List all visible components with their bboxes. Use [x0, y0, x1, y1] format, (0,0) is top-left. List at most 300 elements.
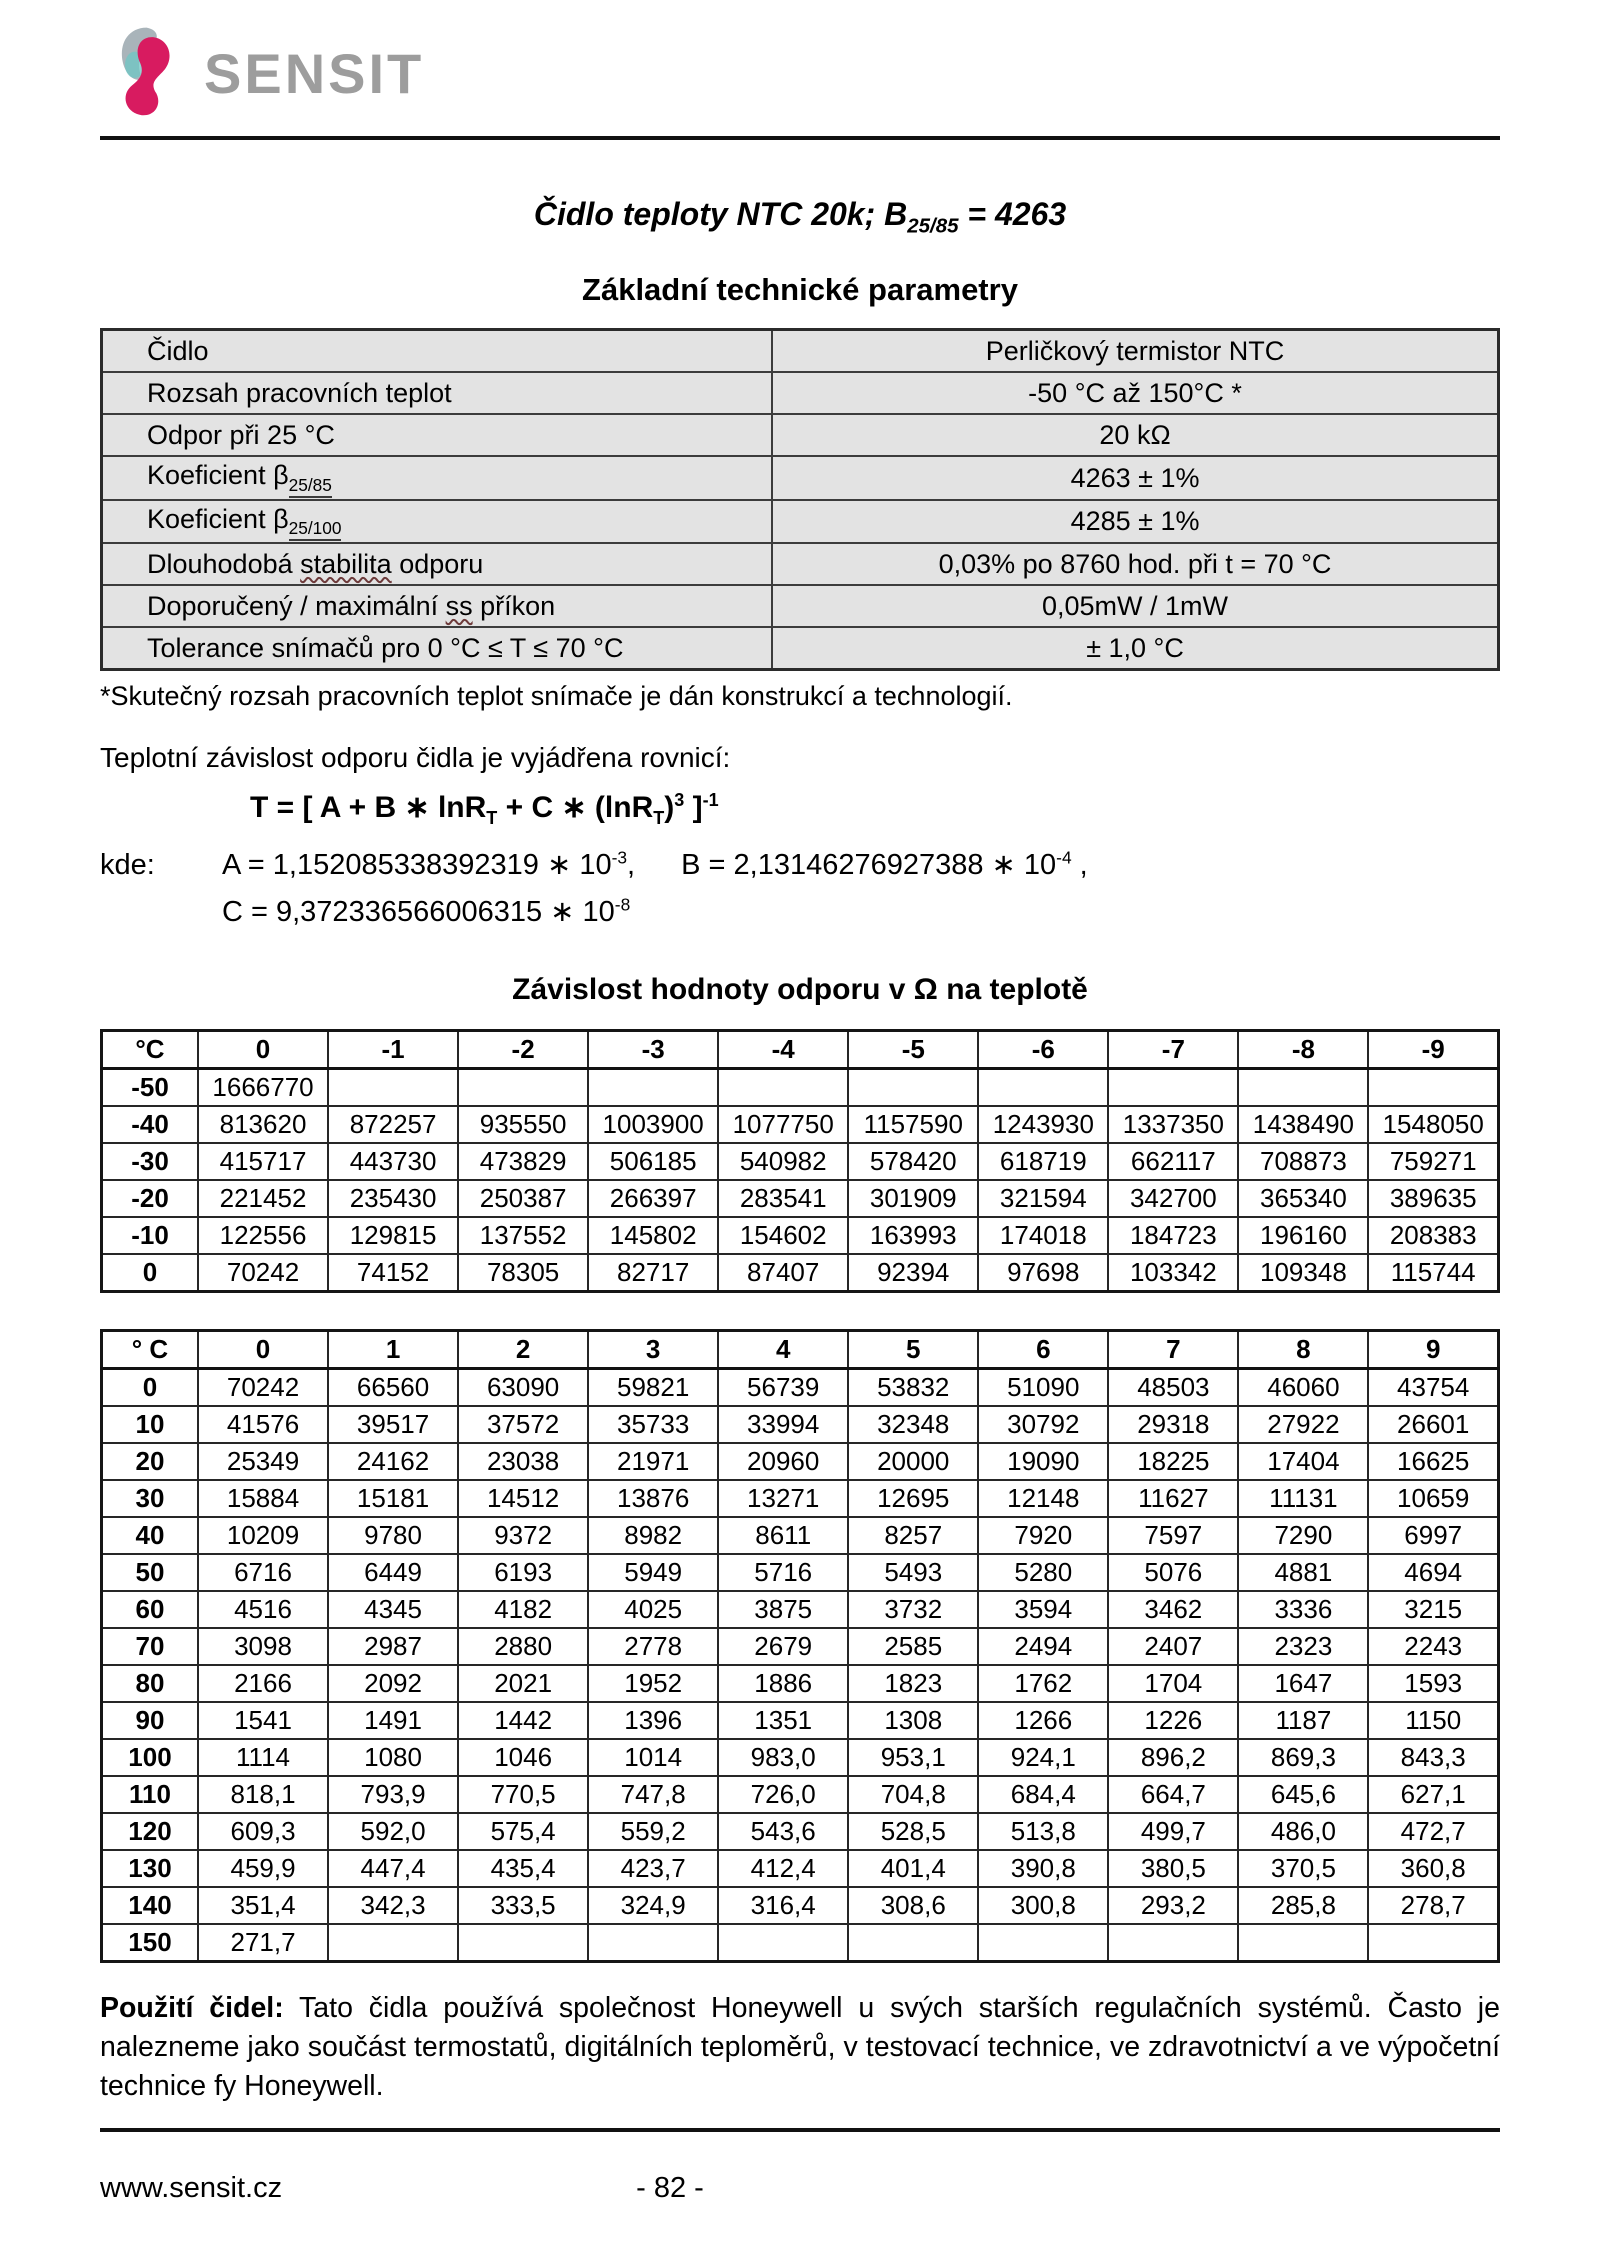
resistance-value-cell: 869,3 [1238, 1739, 1368, 1776]
resistance-value-cell: 2987 [328, 1628, 458, 1665]
resistance-value-cell: 35733 [588, 1406, 718, 1443]
resistance-value-cell: 540982 [718, 1143, 848, 1180]
resistance-value-cell: 3336 [1238, 1591, 1368, 1628]
column-header: -4 [718, 1031, 848, 1069]
resistance-value-cell: 43754 [1368, 1369, 1498, 1407]
column-header: -3 [588, 1031, 718, 1069]
resistance-value-cell: 726,0 [718, 1776, 848, 1813]
resistance-value-cell: 896,2 [1108, 1739, 1238, 1776]
resistance-value-cell: 235430 [328, 1180, 458, 1217]
parameter-value: ± 1,0 °C [772, 627, 1498, 670]
resistance-value-cell [1238, 1924, 1368, 1962]
table-row [102, 1702, 1499, 1739]
resistance-value-cell: 137552 [458, 1217, 588, 1254]
column-header: -2 [458, 1031, 588, 1069]
resistance-value-cell: 300,8 [978, 1887, 1108, 1924]
parameter-row [102, 543, 1499, 585]
resistance-value-cell: 1704 [1108, 1665, 1238, 1702]
resistance-value-cell: 97698 [978, 1254, 1108, 1292]
text-fragment: Rozsah pracovních teplot [147, 377, 452, 408]
resistance-value-cell: 684,4 [978, 1776, 1108, 1813]
parameter-row [102, 627, 1499, 670]
row-header-temperature: -10 [102, 1217, 199, 1254]
resistance-value-cell: 2166 [198, 1665, 328, 1702]
text-fragment: Doporučený / maximální [147, 590, 446, 621]
table-row [102, 1924, 1499, 1962]
resistance-value-cell: 21971 [588, 1443, 718, 1480]
resistance-value-cell [1238, 1069, 1368, 1107]
table-row [102, 1591, 1499, 1628]
resistance-value-cell: 1308 [848, 1702, 978, 1739]
resistance-value-cell: 70242 [198, 1254, 328, 1292]
resistance-value-cell: 1226 [1108, 1702, 1238, 1739]
resistance-value-cell: 499,7 [1108, 1813, 1238, 1850]
text-fragment: stabilita [300, 548, 392, 579]
table-row [102, 1106, 1499, 1143]
resistance-value-cell: 33994 [718, 1406, 848, 1443]
text-fragment: B = 2,13146276927388 ∗ 10 [681, 849, 1057, 882]
resistance-value-cell: 5280 [978, 1554, 1108, 1591]
resistance-value-cell: 1337350 [1108, 1106, 1238, 1143]
parameter-label [102, 500, 773, 543]
resistance-value-cell: 627,1 [1368, 1776, 1498, 1813]
row-header-temperature: 10 [102, 1406, 199, 1443]
resistance-value-cell: 1548050 [1368, 1106, 1498, 1143]
text-fragment: 25/100 [289, 518, 342, 541]
text-fragment: Dlouhodobá [147, 548, 301, 579]
page-footer [100, 2128, 1500, 2205]
table-row [102, 1628, 1499, 1665]
resistance-value-cell: 365340 [1238, 1180, 1368, 1217]
resistance-value-cell: 208383 [1368, 1217, 1498, 1254]
resistance-value-cell: 278,7 [1368, 1887, 1498, 1924]
resistance-value-cell: 1442 [458, 1702, 588, 1739]
column-header: 2 [458, 1331, 588, 1369]
resistance-value-cell: 27922 [1238, 1406, 1368, 1443]
resistance-value-cell: 6716 [198, 1554, 328, 1591]
resistance-value-cell: 360,8 [1368, 1850, 1498, 1887]
table-header-row [102, 1331, 1499, 1369]
resistance-value-cell: 818,1 [198, 1776, 328, 1813]
resistance-value-cell: 4516 [198, 1591, 328, 1628]
brand-name: SENSIT [204, 42, 425, 105]
resistance-value-cell: 145802 [588, 1217, 718, 1254]
resistance-value-cell: 20960 [718, 1443, 848, 1480]
sensit-logo [110, 26, 1500, 122]
resistance-value-cell: 609,3 [198, 1813, 328, 1850]
resistance-value-cell: 1666770 [198, 1069, 328, 1107]
resistance-value-cell: 17404 [1238, 1443, 1368, 1480]
text-fragment: + C ∗ (lnR [497, 791, 654, 825]
resistance-value-cell: 1886 [718, 1665, 848, 1702]
row-header-temperature: 30 [102, 1480, 199, 1517]
table-row [102, 1217, 1499, 1254]
resistance-value-cell: 708873 [1238, 1143, 1368, 1180]
resistance-value-cell [1108, 1069, 1238, 1107]
resistance-value-cell: 18225 [1108, 1443, 1238, 1480]
resistance-value-cell: 13876 [588, 1480, 718, 1517]
equation-intro: Teplotní závislost odporu čidla je vyjádřena rovnicí: [100, 742, 731, 774]
resistance-value-cell: 1266 [978, 1702, 1108, 1739]
row-header-temperature: 0 [102, 1254, 199, 1292]
resistance-value-cell: 872257 [328, 1106, 458, 1143]
equation-coefficients-line [100, 847, 1500, 882]
resistance-value-cell: 1593 [1368, 1665, 1498, 1702]
resistance-value-cell: 7920 [978, 1517, 1108, 1554]
temperature-range-footnote: *Skutečný rozsah pracovních teplot snímače je dán konstrukcí a technologií. [100, 681, 1013, 712]
resistance-value-cell: 12695 [848, 1480, 978, 1517]
row-header-temperature: 0 [102, 1369, 199, 1407]
resistance-value-cell [588, 1924, 718, 1962]
resistance-value-cell: 423,7 [588, 1850, 718, 1887]
resistance-value-cell: 5716 [718, 1554, 848, 1591]
section-heading-parameters: Základní technické parametry [582, 272, 1018, 308]
resistance-value-cell: 1157590 [848, 1106, 978, 1143]
row-header-temperature: 70 [102, 1628, 199, 1665]
steinhart-hart-formula [250, 790, 1500, 829]
document-title [100, 196, 1500, 238]
resistance-value-cell: 184723 [1108, 1217, 1238, 1254]
column-header: -7 [1108, 1031, 1238, 1069]
parameter-value: -50 °C až 150°C * [772, 372, 1498, 414]
parameter-value: 0,05mW / 1mW [772, 585, 1498, 627]
resistance-value-cell [718, 1069, 848, 1107]
resistance-value-cell [1108, 1924, 1238, 1962]
resistance-value-cell: 575,4 [458, 1813, 588, 1850]
parameter-label [102, 372, 773, 414]
resistance-value-cell: 645,6 [1238, 1776, 1368, 1813]
resistance-value-cell: 7290 [1238, 1517, 1368, 1554]
resistance-value-cell: 412,4 [718, 1850, 848, 1887]
resistance-value-cell: 271,7 [198, 1924, 328, 1962]
resistance-value-cell: 618719 [978, 1143, 1108, 1180]
text-fragment: 25/85 [907, 214, 959, 238]
row-header-temperature: 90 [102, 1702, 199, 1739]
text-fragment: ] [684, 791, 703, 825]
resistance-value-cell: 6449 [328, 1554, 458, 1591]
sensit-logo-icon [110, 24, 188, 125]
column-header: 3 [588, 1331, 718, 1369]
resistance-value-cell: 528,5 [848, 1813, 978, 1850]
row-header-temperature: -30 [102, 1143, 199, 1180]
resistance-value-cell: 283541 [718, 1180, 848, 1217]
resistance-value-cell: 129815 [328, 1217, 458, 1254]
parameter-label [102, 456, 773, 499]
row-header-temperature: 20 [102, 1443, 199, 1480]
resistance-value-cell [328, 1924, 458, 1962]
resistance-value-cell: 30792 [978, 1406, 1108, 1443]
usage-text: Tato čidla používá společnost Honeywell u svých starších regulačních systémů. Často je nalezneme jako součást termostatů, digitálních teploměrů, v testovací technice, ve zdravotnictví a ve výpočetní technice fy Honeywell. [100, 1992, 1500, 2103]
parameter-label [102, 330, 773, 373]
table-row [102, 1813, 1499, 1850]
resistance-value-cell: 1114 [198, 1739, 328, 1776]
row-header-temperature: 50 [102, 1554, 199, 1591]
parameter-row [102, 414, 1499, 456]
resistance-value-cell: 26601 [1368, 1406, 1498, 1443]
resistance-value-cell: 935550 [458, 1106, 588, 1143]
footer-url: www.sensit.cz [100, 2172, 283, 2204]
resistance-value-cell: 9372 [458, 1517, 588, 1554]
resistance-value-cell: 6193 [458, 1554, 588, 1591]
resistance-value-cell: 4345 [328, 1591, 458, 1628]
resistance-value-cell: 2407 [1108, 1628, 1238, 1665]
resistance-value-cell: 2092 [328, 1665, 458, 1702]
resistance-value-cell: 301909 [848, 1180, 978, 1217]
column-header: °C [102, 1031, 199, 1069]
table-row [102, 1254, 1499, 1292]
resistance-value-cell: 3875 [718, 1591, 848, 1628]
page-header [100, 0, 1500, 122]
table-row [102, 1369, 1499, 1407]
resistance-value-cell: 5949 [588, 1554, 718, 1591]
resistance-value-cell: 704,8 [848, 1776, 978, 1813]
resistance-value-cell: 14512 [458, 1480, 588, 1517]
resistance-value-cell: 342700 [1108, 1180, 1238, 1217]
resistance-value-cell: 293,2 [1108, 1887, 1238, 1924]
row-header-temperature: 120 [102, 1813, 199, 1850]
resistance-value-cell [458, 1069, 588, 1107]
table-row [102, 1443, 1499, 1480]
resistance-value-cell: 63090 [458, 1369, 588, 1407]
text-fragment: A = 1,152085338392319 ∗ 10 [222, 849, 612, 882]
resistance-value-cell: 285,8 [1238, 1887, 1368, 1924]
row-header-temperature: 60 [102, 1591, 199, 1628]
resistance-value-cell: 66560 [328, 1369, 458, 1407]
resistance-value-cell [978, 1924, 1108, 1962]
parameter-row [102, 372, 1499, 414]
resistance-value-cell: 308,6 [848, 1887, 978, 1924]
resistance-value-cell: 664,7 [1108, 1776, 1238, 1813]
text-fragment: Čidlo teploty NTC 20k; B [533, 196, 908, 232]
header-divider-wrap [100, 136, 1500, 140]
column-header: -5 [848, 1031, 978, 1069]
resistance-value-cell: 163993 [848, 1217, 978, 1254]
resistance-value-cell: 196160 [1238, 1217, 1368, 1254]
text-fragment: -8 [614, 894, 631, 915]
parameter-row [102, 585, 1499, 627]
text-fragment: Čidlo [147, 335, 209, 366]
resistance-value-cell: 1823 [848, 1665, 978, 1702]
text-fragment: příkon [472, 590, 556, 621]
resistance-value-cell: 1014 [588, 1739, 718, 1776]
resistance-value-cell: 1396 [588, 1702, 718, 1739]
resistance-value-cell: 370,5 [1238, 1850, 1368, 1887]
column-header: -6 [978, 1031, 1108, 1069]
text-fragment: C = 9,372336566006315 ∗ 10 [222, 896, 615, 929]
table-row [102, 1180, 1499, 1217]
text-fragment: Tolerance snímačů pro 0 °C ≤ T ≤ 70 °C [147, 632, 624, 663]
coefficient-b [681, 847, 1088, 882]
usage-lead: Použití čidel: [100, 1992, 284, 2025]
resistance-value-cell: 48503 [1108, 1369, 1238, 1407]
resistance-value-cell: 2679 [718, 1628, 848, 1665]
resistance-value-cell: 321594 [978, 1180, 1108, 1217]
resistance-value-cell: 380,5 [1108, 1850, 1238, 1887]
resistance-value-cell: 351,4 [198, 1887, 328, 1924]
resistance-value-cell: 174018 [978, 1217, 1108, 1254]
resistance-value-cell [978, 1069, 1108, 1107]
table-row [102, 1480, 1499, 1517]
resistance-value-cell: 56739 [718, 1369, 848, 1407]
resistance-value-cell: 983,0 [718, 1739, 848, 1776]
column-header: 1 [328, 1331, 458, 1369]
resistance-value-cell: 46060 [1238, 1369, 1368, 1407]
resistance-value-cell: 592,0 [328, 1813, 458, 1850]
resistance-value-cell: 1491 [328, 1702, 458, 1739]
resistance-value-cell: 3594 [978, 1591, 1108, 1628]
resistance-value-cell: 39517 [328, 1406, 458, 1443]
resistance-value-cell: 1438490 [1238, 1106, 1368, 1143]
resistance-value-cell: 435,4 [458, 1850, 588, 1887]
resistance-value-cell: 13271 [718, 1480, 848, 1517]
resistance-value-cell: 15884 [198, 1480, 328, 1517]
parameter-value: 4285 ± 1% [772, 500, 1498, 543]
row-header-temperature: 150 [102, 1924, 199, 1962]
page-number: - 82 - [636, 2172, 704, 2204]
table-row [102, 1517, 1499, 1554]
resistance-value-cell: 472,7 [1368, 1813, 1498, 1850]
usage-paragraph [100, 1989, 1500, 2106]
resistance-value-cell: 11627 [1108, 1480, 1238, 1517]
resistance-value-cell: 87407 [718, 1254, 848, 1292]
resistance-value-cell: 5493 [848, 1554, 978, 1591]
resistance-value-cell: 578420 [848, 1143, 978, 1180]
resistance-value-cell: 415717 [198, 1143, 328, 1180]
resistance-value-cell: 24162 [328, 1443, 458, 1480]
resistance-value-cell [458, 1924, 588, 1962]
resistance-value-cell: 342,3 [328, 1887, 458, 1924]
text-fragment: Koeficient β [147, 503, 289, 534]
resistance-table-heading: Závislost hodnoty odporu v Ω na teplotě [512, 973, 1088, 1007]
resistance-value-cell: 2021 [458, 1665, 588, 1702]
resistance-value-cell: 5076 [1108, 1554, 1238, 1591]
resistance-value-cell [848, 1924, 978, 1962]
text-fragment: , [627, 849, 636, 882]
resistance-value-cell [848, 1069, 978, 1107]
column-header: 0 [198, 1331, 328, 1369]
resistance-value-cell: 747,8 [588, 1776, 718, 1813]
resistance-value-cell: 1541 [198, 1702, 328, 1739]
resistance-value-cell: 82717 [588, 1254, 718, 1292]
resistance-value-cell: 447,4 [328, 1850, 458, 1887]
resistance-value-cell: 559,2 [588, 1813, 718, 1850]
resistance-value-cell: 154602 [718, 1217, 848, 1254]
resistance-value-cell: 459,9 [198, 1850, 328, 1887]
table-row [102, 1406, 1499, 1443]
resistance-value-cell: 2494 [978, 1628, 1108, 1665]
resistance-value-cell: 333,5 [458, 1887, 588, 1924]
resistance-value-cell: 9780 [328, 1517, 458, 1554]
row-header-temperature: -50 [102, 1069, 199, 1107]
resistance-value-cell: 513,8 [978, 1813, 1108, 1850]
resistance-value-cell: 543,6 [718, 1813, 848, 1850]
resistance-value-cell: 1952 [588, 1665, 718, 1702]
resistance-value-cell: 506185 [588, 1143, 718, 1180]
resistance-value-cell: 443730 [328, 1143, 458, 1180]
text-fragment: T = [ A + B ∗ lnR [250, 791, 487, 825]
resistance-value-cell [588, 1069, 718, 1107]
table-header-row [102, 1031, 1499, 1069]
parameter-row [102, 500, 1499, 543]
resistance-value-cell: 953,1 [848, 1739, 978, 1776]
coefficient-c [222, 894, 1500, 929]
resistance-value-cell: 662117 [1108, 1143, 1238, 1180]
resistance-value-cell: 1187 [1238, 1702, 1368, 1739]
resistance-value-cell: 109348 [1238, 1254, 1368, 1292]
parameter-label [102, 543, 773, 585]
coefficient-a [222, 847, 635, 882]
text-fragment: -4 [1056, 847, 1072, 868]
text-fragment: = 4263 [958, 196, 1067, 232]
resistance-value-cell: 78305 [458, 1254, 588, 1292]
resistance-value-cell: 2323 [1238, 1628, 1368, 1665]
text-fragment: , [1071, 849, 1088, 882]
text-fragment: -3 [611, 847, 628, 868]
resistance-value-cell: 4881 [1238, 1554, 1368, 1591]
table-row [102, 1850, 1499, 1887]
column-header: 4 [718, 1331, 848, 1369]
column-header: 6 [978, 1331, 1108, 1369]
resistance-value-cell: 19090 [978, 1443, 1108, 1480]
table-row [102, 1143, 1499, 1180]
resistance-value-cell: 4182 [458, 1591, 588, 1628]
resistance-value-cell: 324,9 [588, 1887, 718, 1924]
resistance-value-cell: 11131 [1238, 1480, 1368, 1517]
text-fragment: Odpor při 25 °C [147, 419, 335, 450]
row-header-temperature: -20 [102, 1180, 199, 1217]
resistance-value-cell: 793,9 [328, 1776, 458, 1813]
parameter-value: 20 kΩ [772, 414, 1498, 456]
text-fragment: -1 [702, 790, 719, 811]
parameter-label [102, 585, 773, 627]
text-fragment: 25/85 [289, 475, 332, 498]
resistance-value-cell: 1046 [458, 1739, 588, 1776]
resistance-value-cell: 37572 [458, 1406, 588, 1443]
resistance-value-cell: 843,3 [1368, 1739, 1498, 1776]
resistance-value-cell: 1647 [1238, 1665, 1368, 1702]
kde-label: kde: [100, 849, 155, 882]
parameter-value: 4263 ± 1% [772, 456, 1498, 499]
resistance-value-cell: 7597 [1108, 1517, 1238, 1554]
column-header: 0 [198, 1031, 328, 1069]
resistance-value-cell: 8257 [848, 1517, 978, 1554]
resistance-value-cell: 3462 [1108, 1591, 1238, 1628]
table-row [102, 1665, 1499, 1702]
resistance-value-cell: 3215 [1368, 1591, 1498, 1628]
header-divider [100, 136, 1500, 140]
resistance-value-cell [1368, 1069, 1498, 1107]
resistance-value-cell: 51090 [978, 1369, 1108, 1407]
resistance-value-cell: 12148 [978, 1480, 1108, 1517]
parameter-row [102, 456, 1499, 499]
resistance-value-cell: 3098 [198, 1628, 328, 1665]
resistance-value-cell: 1351 [718, 1702, 848, 1739]
row-header-temperature: 100 [102, 1739, 199, 1776]
resistance-value-cell [718, 1924, 848, 1962]
parameter-value: Perličkový termistor NTC [772, 330, 1498, 373]
text-fragment: Koeficient β [147, 460, 289, 491]
column-header: -1 [328, 1031, 458, 1069]
parameter-value: 0,03% po 8760 hod. při t = 70 °C [772, 543, 1498, 585]
resistance-value-cell: 221452 [198, 1180, 328, 1217]
parameter-label [102, 414, 773, 456]
resistance-value-cell: 390,8 [978, 1850, 1108, 1887]
resistance-value-cell: 92394 [848, 1254, 978, 1292]
parameter-label [102, 627, 773, 670]
row-header-temperature: 110 [102, 1776, 199, 1813]
resistance-value-cell: 1150 [1368, 1702, 1498, 1739]
resistance-value-cell: 4025 [588, 1591, 718, 1628]
